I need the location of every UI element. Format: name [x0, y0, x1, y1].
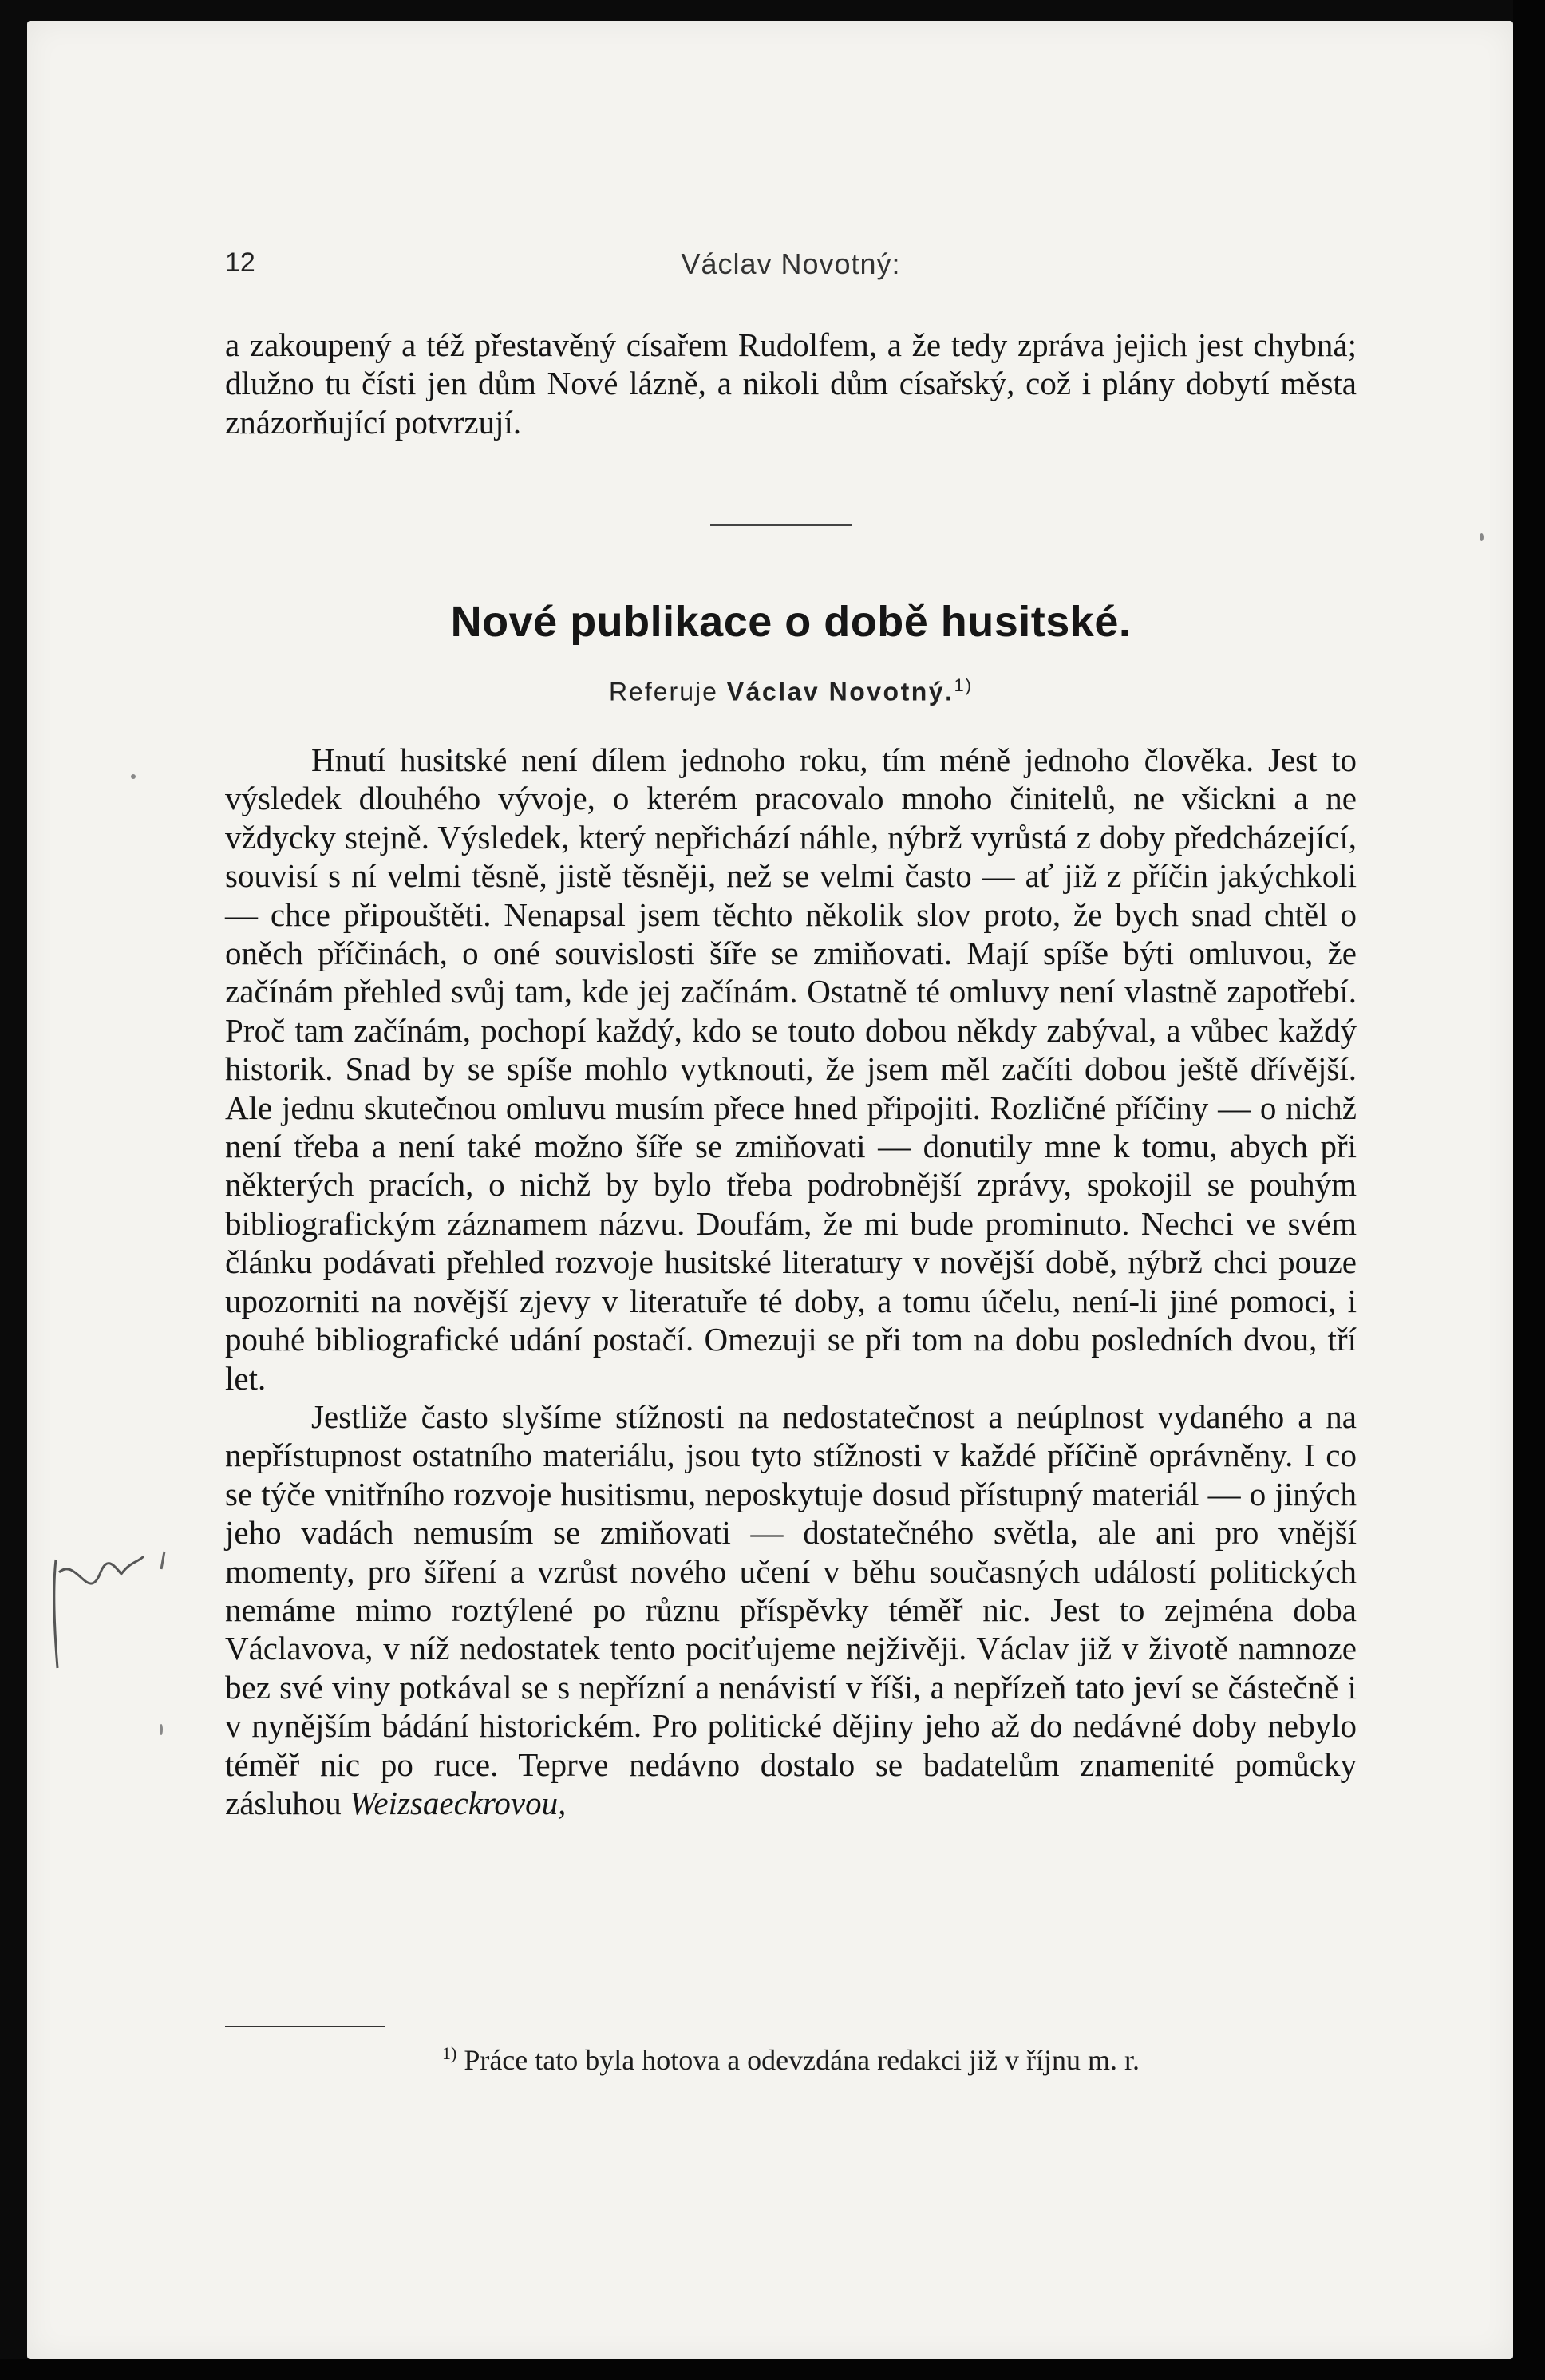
- paragraph-2-text: Jestliže často slyšíme stížnosti na nedostatečnost a neúplnost vydaného a na nepřístupnost ostatního materiálu, jsou tyto stížnosti v každé příčině oprávněny. I co se týče vnitřního rozvoje husitismu, neposkytuje dosud přístupný materiál — o jiných jeho vadách nemusím se zmiňovati — dostatečného světla, ale ani pro vnější momenty, pro šíření a vzrůst nového učení v běhu současných událostí politických nemáme mimo roztýlené po různu příspěvky téměř nic. Jest to zejména doba Václavova, v níž nedostatek tento pociťujeme nejživěji. Václav již v životě namnoze bez své viny potkával se s nepřízní a nenávistí v říši, a nepřízeň tato jeví se částečně i v nynějším bádání historickém. Pro politické dějiny jeho až do nedávné doby nebylo téměř nic po ruce. Teprve nedávno dostalo se badatelům znamenité pomůcky zásluhou: [225, 1398, 1357, 1821]
- carry-over-paragraph: [225, 326, 1357, 441]
- paper-speck: [1480, 533, 1484, 541]
- paragraph-2-italic-name: Weizsaeckrovou,: [350, 1784, 567, 1821]
- footnote-reference: 1): [954, 675, 974, 695]
- section-divider: [710, 524, 852, 526]
- article-title: Nové publikace o době husitské.: [450, 598, 1132, 646]
- byline-author: Václav Novotný.: [726, 677, 954, 706]
- footnote-divider: [225, 2026, 385, 2027]
- scan-border-right: [1513, 0, 1545, 2380]
- byline-prefix: Referuje: [608, 677, 718, 706]
- footnote-text: Práce tato byla hotova a odevzdána redakci již v říjnu m. r.: [464, 2044, 1140, 2076]
- paper-speck: [131, 774, 136, 779]
- running-title: Václav Novotný:: [681, 247, 901, 280]
- pencil-annotation-icon: [45, 1540, 204, 1700]
- paragraph-1: Hnutí husitské není dílem jednoho roku, tím méně jednoho člověka. Jest to výsledek dlouhého vývoje, o kterém pracovalo mnoho činitelů, ne všickni a ne vždycky stejně. Výsledek, který nepřichází náhle, nýbrž vyrůstá z doby předcházející, souvisí s ní velmi těsně, jistě těsněji, než se velmi často — ať již z příčin jakýchkoli — chce připouštěti. Nenapsal jsem těchto několik slov proto, že bych snad chtěl o oněch příčinách, o oné souvislosti šíře se zmiňovati. Mají spíše býti omluvou, že začínám přehled svůj tam, kde jej začínám. Ostatně té omluvy není vlastně zapotřebí. Proč tam začínám, pochopí každý, kdo se touto dobou někdy zabýval, a vůbec každý historik. Snad by se spíše mohlo vytknouti, že jsem měl začíti dobou ještě dřívější. Ale jednu skutečnou omluvu musím přece hned připojiti. Rozličné příčiny — o nichž není třeba a není také možno šíře se zmiňovati — donutily mne k tomu, abych při některých pracích, o nichž by bylo třeba podrobnější zprávy, spokojil se pouhým bibliografickým záznamem názvu. Doufám, že mi bude prominuto. Nechci ve svém článku podávati přehled rozvoje husitské literatury v novější době, nýbrž chci pouze upozorniti na novější zjevy v literatuře té doby, a tomu účelu, není-li jiné pomoci, i pouhé bibliografické udání postačí. Omezuji se při tom na dobu posledních dvou, tří let.: [225, 741, 1357, 1397]
- article-body: [225, 741, 1357, 1822]
- running-header: [225, 247, 1357, 287]
- paragraph-2: [225, 1398, 1357, 1822]
- paper-speck: [160, 1724, 163, 1735]
- footnote-marker: 1): [441, 2043, 457, 2063]
- footnote: [225, 2043, 1357, 2077]
- byline: [225, 675, 1357, 707]
- scan-border-bottom: [0, 2359, 1545, 2380]
- carry-over-text: a zakoupený a též přestavěný císařem Rudolfem, a že tedy zpráva jejich jest chybná; dlužno tu čísti jen dům Nové lázně, a nikoli dům císařský, což i plány dobytí města znázorňující potvrzují.: [225, 326, 1357, 441]
- page-number: 12: [225, 247, 255, 278]
